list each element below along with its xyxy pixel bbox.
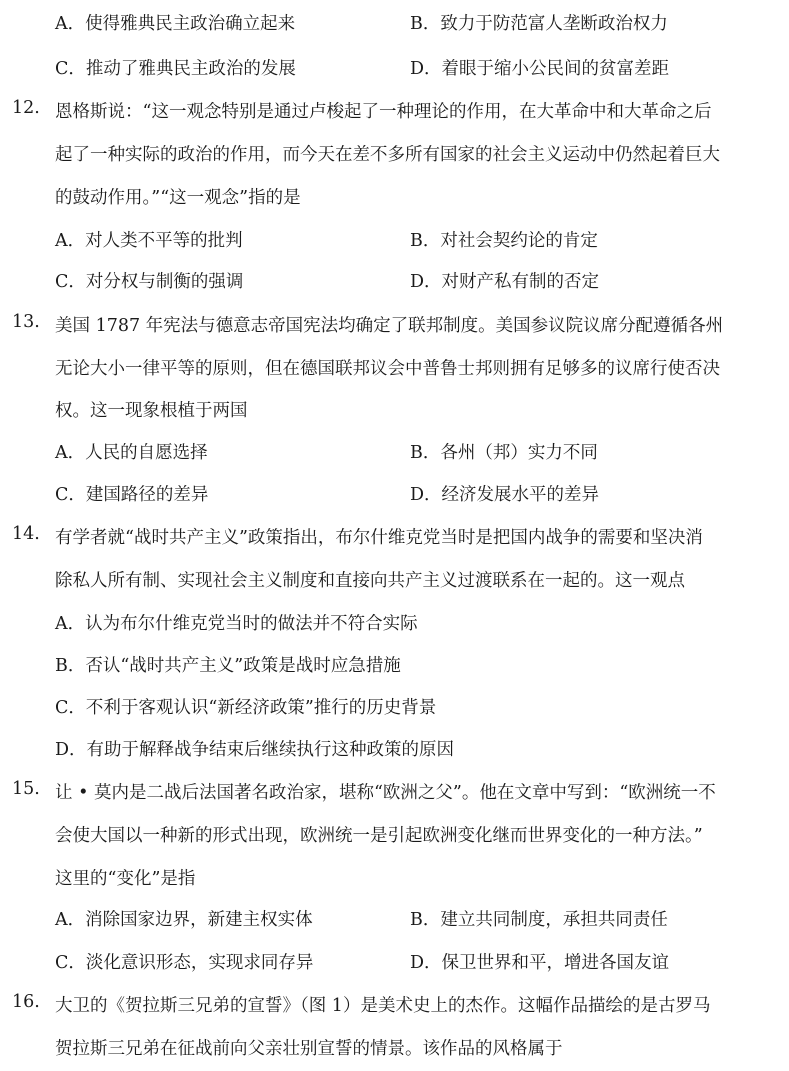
q11-option-a: A．使得雅典民主政治确立起来 [55, 14, 296, 34]
q16-number: 16. [12, 992, 40, 1012]
q13-option-b: B．各州（邦）实力不同 [410, 443, 598, 463]
q12-option-b: B．对社会契约论的肯定 [410, 231, 598, 251]
q12-stem-line: 恩格斯说：“这一观念特别是通过卢梭起了一种理论的作用，在大革命中和大革命之后 [55, 102, 712, 122]
q12-number: 12. [12, 98, 40, 118]
q14-number: 14. [12, 524, 40, 544]
q14-stem-line: 除私人所有制、实现社会主义制度和直接向共产主义过渡联系在一起的。这一观点 [55, 571, 685, 591]
q13-number: 13. [12, 312, 40, 332]
q13-option-c: C．建国路径的差异 [55, 485, 209, 505]
q15-option-d: D．保卫世界和平，增进各国友谊 [410, 953, 670, 973]
q13-option-d: D．经济发展水平的差异 [410, 485, 600, 505]
q11-option-c: C．推动了雅典民主政治的发展 [55, 59, 296, 79]
q16-stem-line: 大卫的《贺拉斯三兄弟的宣誓》（图 1）是美术史上的杰作。这幅作品描绘的是古罗马 [55, 996, 711, 1016]
q14-stem-line: 有学者就“战时共产主义”政策指出，布尔什维克党当时是把国内战争的需要和坚决消 [55, 528, 703, 548]
q15-stem-line: 这里的“变化”是指 [55, 869, 196, 889]
q15-number: 15. [12, 779, 40, 799]
q11-option-d: D．着眼于缩小公民间的贫富差距 [410, 59, 670, 79]
q12-option-c: C．对分权与制衡的强调 [55, 272, 244, 292]
q12-stem-line: 的鼓动作用。”“这一观念”指的是 [55, 188, 301, 208]
q13-stem-line: 美国 1787 年宪法与德意志帝国宪法均确定了联邦制度。美国参议院议席分配遵循各州 [55, 316, 724, 336]
q12-option-a: A．对人类不平等的批判 [55, 231, 243, 251]
q15-stem-line: 让 • 莫内是二战后法国著名政治家，堪称“欧洲之父”。他在文章中写到：“欧洲统一不 [55, 783, 716, 803]
q15-option-c: C．淡化意识形态，实现求同存异 [55, 953, 314, 973]
q14-option-d: D．有助于解释战争结束后继续执行这种政策的原因 [55, 740, 455, 760]
q15-option-a: A．消除国家边界，新建主权实体 [55, 910, 313, 930]
q12-stem-line: 起了一种实际的政治的作用，而今天在差不多所有国家的社会主义运动中仍然起着巨大 [55, 145, 720, 165]
q11-option-b: B．致力于防范富人垄断政治权力 [410, 14, 668, 34]
q15-option-b: B．建立共同制度，承担共同责任 [410, 910, 668, 930]
q14-option-c: C．不利于客观认识“新经济政策”推行的历史背景 [55, 698, 437, 718]
q13-stem-line: 无论大小一律平等的原则，但在德国联邦议会中普鲁士邦则拥有足够多的议席行使否决 [55, 359, 720, 379]
q14-option-a: A．认为布尔什维克党当时的做法并不符合实际 [55, 614, 418, 634]
q13-option-a: A．人民的自愿选择 [55, 443, 208, 463]
q13-stem-line: 权。这一现象根植于两国 [55, 401, 248, 421]
q12-option-d: D．对财产私有制的否定 [410, 272, 600, 292]
q16-stem-line: 贺拉斯三兄弟在征战前向父亲壮别宣誓的情景。该作品的风格属于 [55, 1039, 563, 1059]
q15-stem-line: 会使大国以一种新的形式出现，欧洲统一是引起欧洲变化继而世界变化的一种方法。” [55, 826, 703, 846]
q14-option-b: B．否认“战时共产主义”政策是战时应急措施 [55, 656, 401, 676]
